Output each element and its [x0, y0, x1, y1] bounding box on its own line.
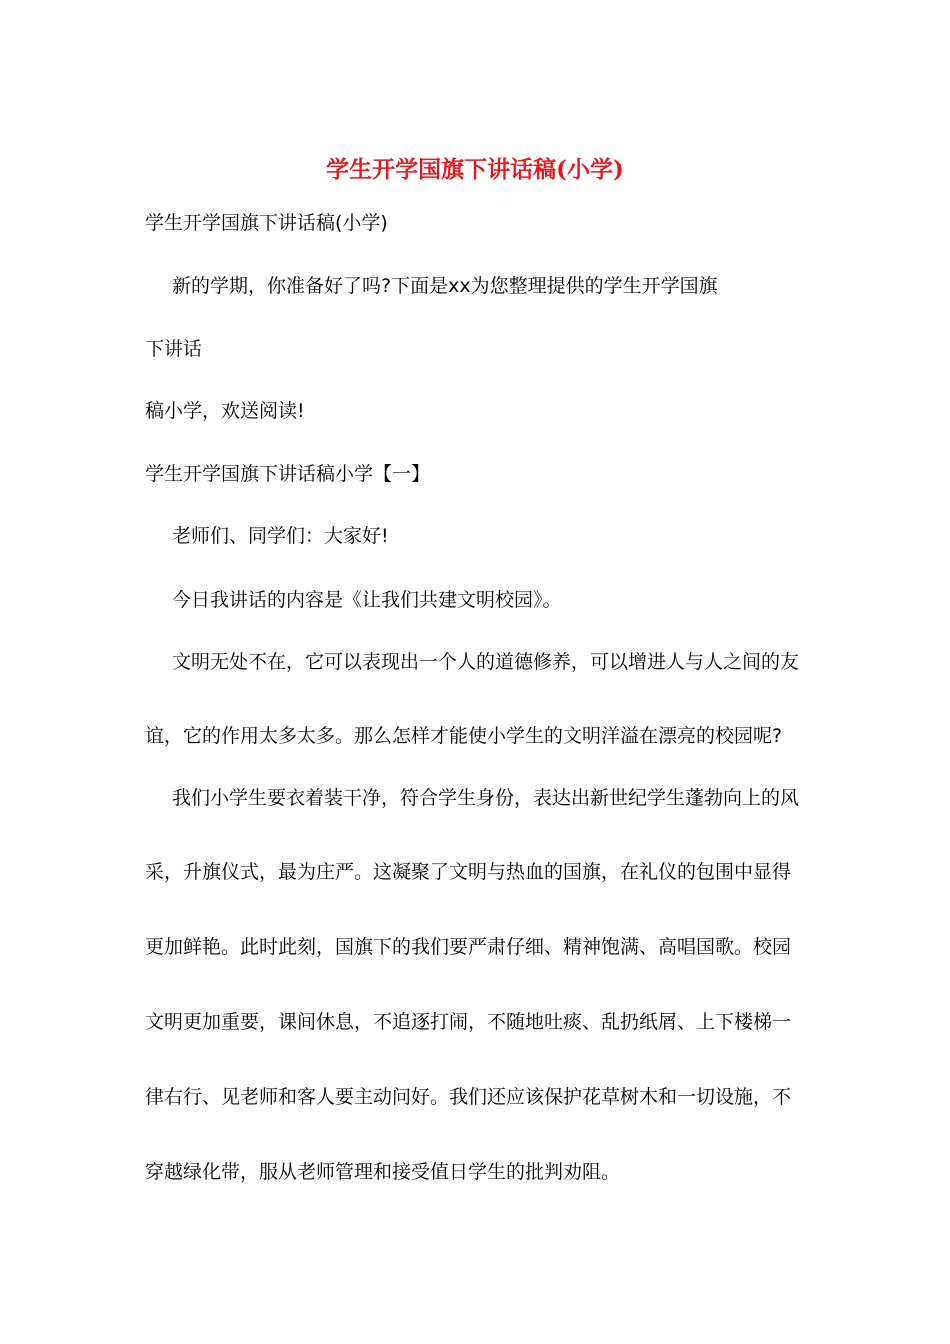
- paragraph-2-line-1: 我们小学生要衣着装干净，符合学生身份，表达出新世纪学生蓬勃向上的风: [172, 787, 800, 809]
- paragraph-2-line-2: 采，升旗仪式，最为庄严。这凝聚了文明与热血的国旗，在礼仪的包围中显得: [145, 861, 792, 883]
- intro-line-2: 下讲话: [145, 338, 203, 360]
- paragraph-2-line-4: 文明更加重要，课间休息，不追逐打闹，不随地吐痰、乱扔纸屑、上下楼梯一: [145, 1011, 792, 1033]
- paragraph-2-line-5: 律右行、见老师和客人要主动问好。我们还应该保护花草树木和一切设施，不: [145, 1086, 792, 1108]
- paragraph-2-line-3: 更加鲜艳。此时此刻，国旗下的我们要严肃仔细、精神饱满、高唱国歌。校园: [145, 936, 792, 958]
- paragraph-2-line-6: 穿越绿化带，服从老师管理和接受值日学生的批判劝阻。: [145, 1161, 621, 1183]
- intro-line-3: 稿小学，欢送阅读!: [145, 400, 305, 422]
- intro-line-1: 新的学期，你准备好了吗?下面是xx为您整理提供的学生开学国旗: [172, 275, 718, 297]
- document-title: 学生开学国旗下讲话稿(小学): [326, 156, 624, 183]
- topic-line: 今日我讲话的内容是《让我们共建文明校园》。: [172, 589, 562, 611]
- section-heading: 学生开学国旗下讲话稿小学【一】: [145, 463, 431, 485]
- subtitle-line: 学生开学国旗下讲话稿(小学): [145, 212, 388, 234]
- paragraph-1-line-1: 文明无处不在，它可以表现出一个人的道德修养，可以增进人与人之间的友: [172, 651, 800, 673]
- greeting-line: 老师们、同学们：大家好!: [172, 525, 389, 547]
- paragraph-1-line-2: 谊，它的作用太多太多。那么怎样才能使小学生的文明洋溢在漂亮的校园呢?: [145, 725, 783, 747]
